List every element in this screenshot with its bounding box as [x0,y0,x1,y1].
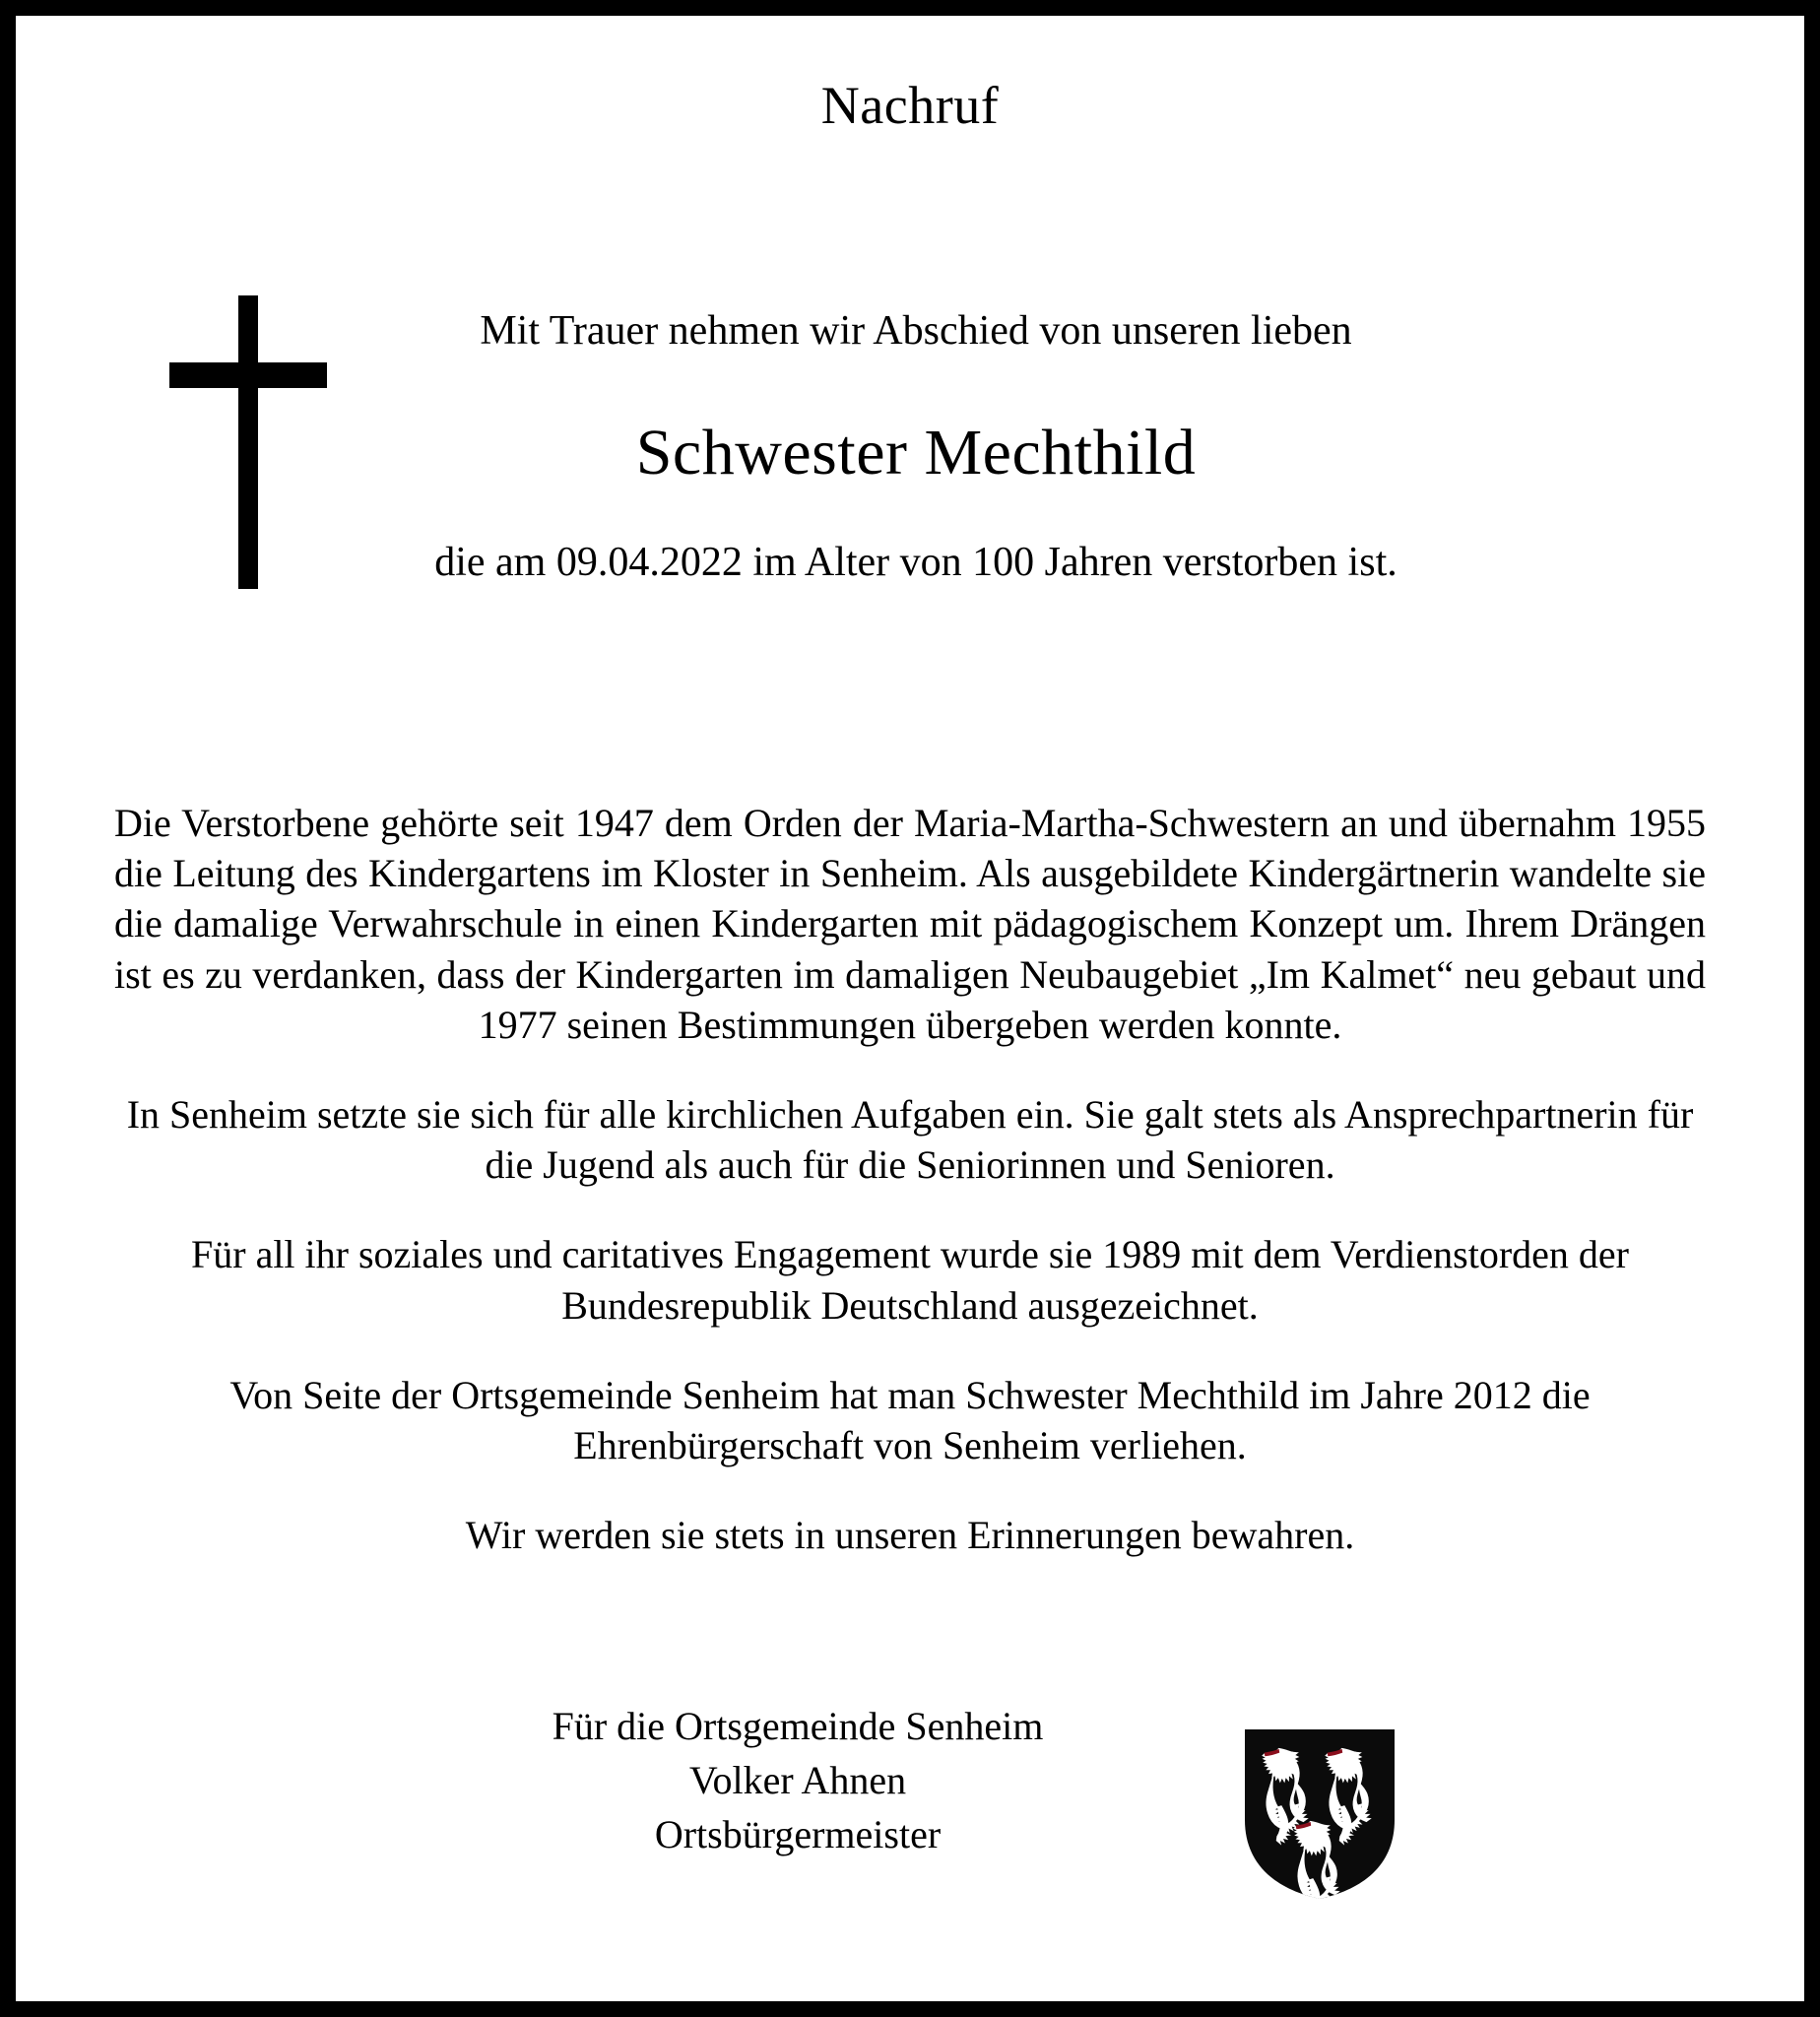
body-paragraph: Wir werden sie stets in unseren Erinnerungen bewahren. [465,1513,1355,1558]
death-date-line: die am 09.04.2022 im Alter von 100 Jahren verstorben ist. [434,540,1398,585]
lead-text: Mit Trauer nehmen wir Abschied von unseren lieben [480,308,1352,354]
cross-horizontal-bar [169,362,327,388]
signature-person-title: Ortsbürgermeister [654,1812,942,1857]
deceased-name: Schwester Mechthild [635,417,1197,488]
signature-person-name: Volker Ahnen [688,1758,907,1803]
body-paragraph: Die Verstorbene gehörte seit 1947 dem Orden der Maria-Martha-Schwestern an und übernahm 1955 die Leitung des Kindergartens im Kloster in Senheim. Als ausgebildete Kindergärtnerin wandelte sie die damalige Verwahrschule in einen Kindergarten mit pädagogischem Konzept um. Ihrem Drängen ist es zu verdanken, dass der Kindergarten im damaligen Neubaugebiet „Im Kalmet“ neu gebaut und 1977 seinen Bestimmungen übergeben werden konnte. [114,801,1706,1047]
body-paragraph: Von Seite der Ortsgemeinde Senheim hat man Schwester Mechthild im Jahre 2012 die Ehrenbürgerschaft von Senheim verliehen. [229,1372,1591,1467]
page-title: Nachruf [820,76,1000,135]
body-text [114,798,1706,1560]
coat-of-arms-icon [1239,1725,1400,1903]
signature-organization: Für die Ortsgemeinde Senheim [552,1704,1044,1748]
body-paragraph: Für all ihr soziales und caritatives Engagement wurde sie 1989 mit dem Verdienstorden der Bundesrepublik Deutschland ausgezeichnet. [191,1232,1629,1328]
signature-block [492,1699,1103,1862]
cross-vertical-bar [238,295,258,589]
body-paragraph: In Senheim setzte sie sich für alle kirchlichen Aufgaben ein. Sie galt stets als Ansprechpartnerin für die Jugend als auch für die Seniorinnen und Senioren. [126,1091,1694,1188]
